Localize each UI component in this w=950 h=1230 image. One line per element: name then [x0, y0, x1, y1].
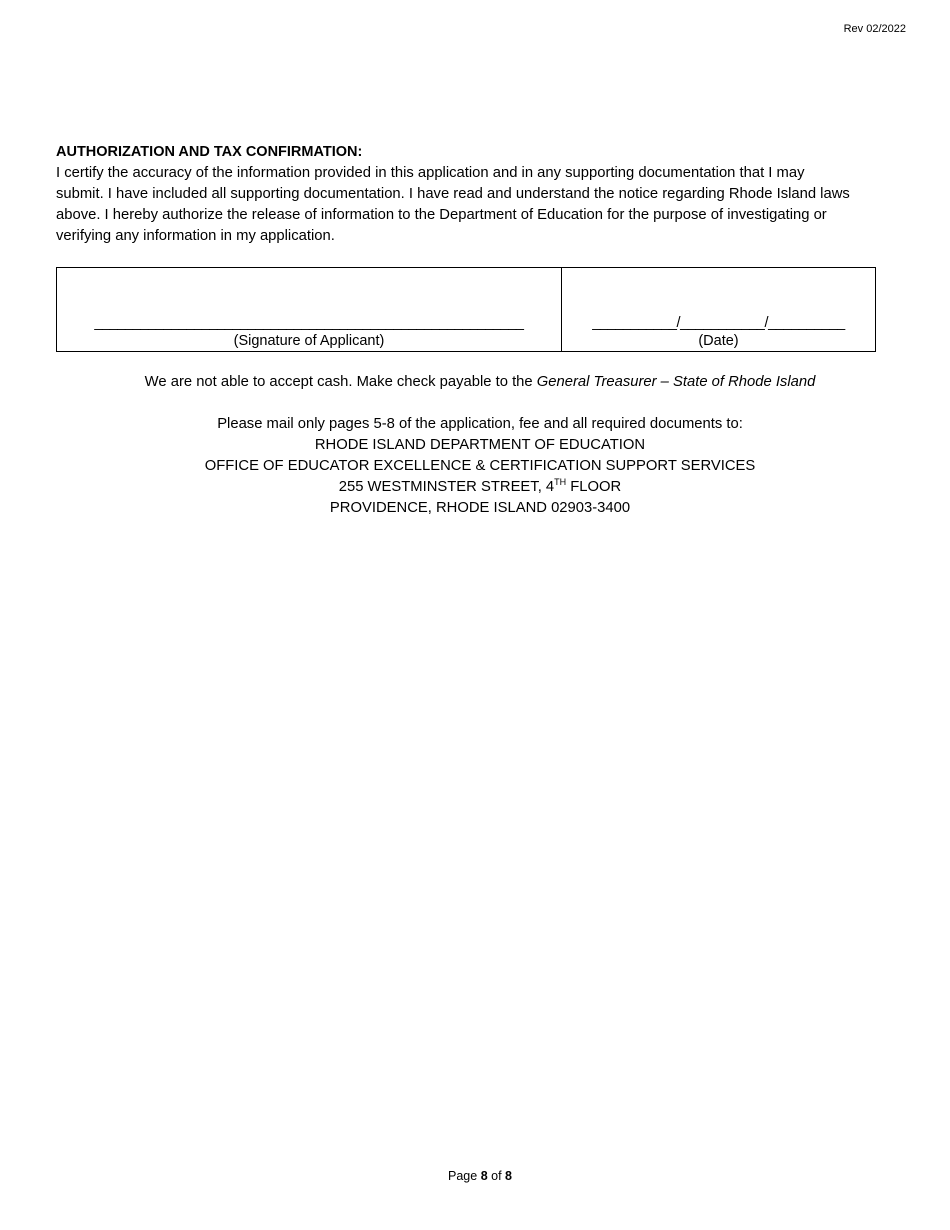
- current-page: 8: [480, 1169, 488, 1183]
- certification-line-4: verifying any information in my application.: [56, 228, 335, 244]
- of-word: of: [487, 1169, 506, 1183]
- page-footer: [0, 1169, 950, 1183]
- date-field[interactable]: [562, 268, 876, 352]
- address-department: RHODE ISLAND DEPARTMENT OF EDUCATION: [314, 437, 646, 453]
- certification-line-1: I certify the accuracy of the information provided in this application and in any supporting documentation that I may: [56, 165, 805, 181]
- address-street: [0, 477, 950, 498]
- signature-table: [56, 267, 876, 352]
- mailing-address-block: [0, 414, 950, 519]
- certification-line-3: above. I hereby authorize the release of information to the Department of Education for the purpose of investigating or: [56, 207, 827, 223]
- section-heading: AUTHORIZATION AND TAX CONFIRMATION:: [56, 144, 363, 160]
- payment-note: [0, 372, 950, 393]
- payment-text: We are not able to accept cash. Make check payable to the: [144, 374, 537, 390]
- date-label: (Date): [698, 333, 739, 349]
- certification-line-2: submit. I have included all supporting documentation. I have read and understand the notice regarding Rhode Island laws: [56, 186, 850, 202]
- authorization-section: [56, 142, 906, 247]
- signature-line: ________________________________________________________: [94, 315, 524, 331]
- page-word: Page: [448, 1169, 481, 1183]
- revision-label: Rev 02/2022: [843, 23, 906, 35]
- signature-field[interactable]: [57, 268, 562, 352]
- date-line: ___________/___________/__________: [592, 315, 845, 331]
- street-prefix: 255 WESTMINSTER STREET, 4: [338, 479, 555, 495]
- certification-text: [56, 163, 906, 247]
- street-suffix: FLOOR: [566, 479, 622, 495]
- payee-name: General Treasurer – State of Rhode Island: [536, 374, 816, 390]
- address-city: PROVIDENCE, RHODE ISLAND 02903-3400: [329, 500, 631, 516]
- street-ordinal: TH: [554, 477, 567, 488]
- mailing-intro: Please mail only pages 5-8 of the application, fee and all required documents to:: [217, 416, 743, 432]
- total-pages: 8: [505, 1169, 512, 1183]
- signature-label: (Signature of Applicant): [233, 333, 385, 349]
- address-office: OFFICE OF EDUCATOR EXCELLENCE & CERTIFICATION SUPPORT SERVICES: [204, 458, 756, 474]
